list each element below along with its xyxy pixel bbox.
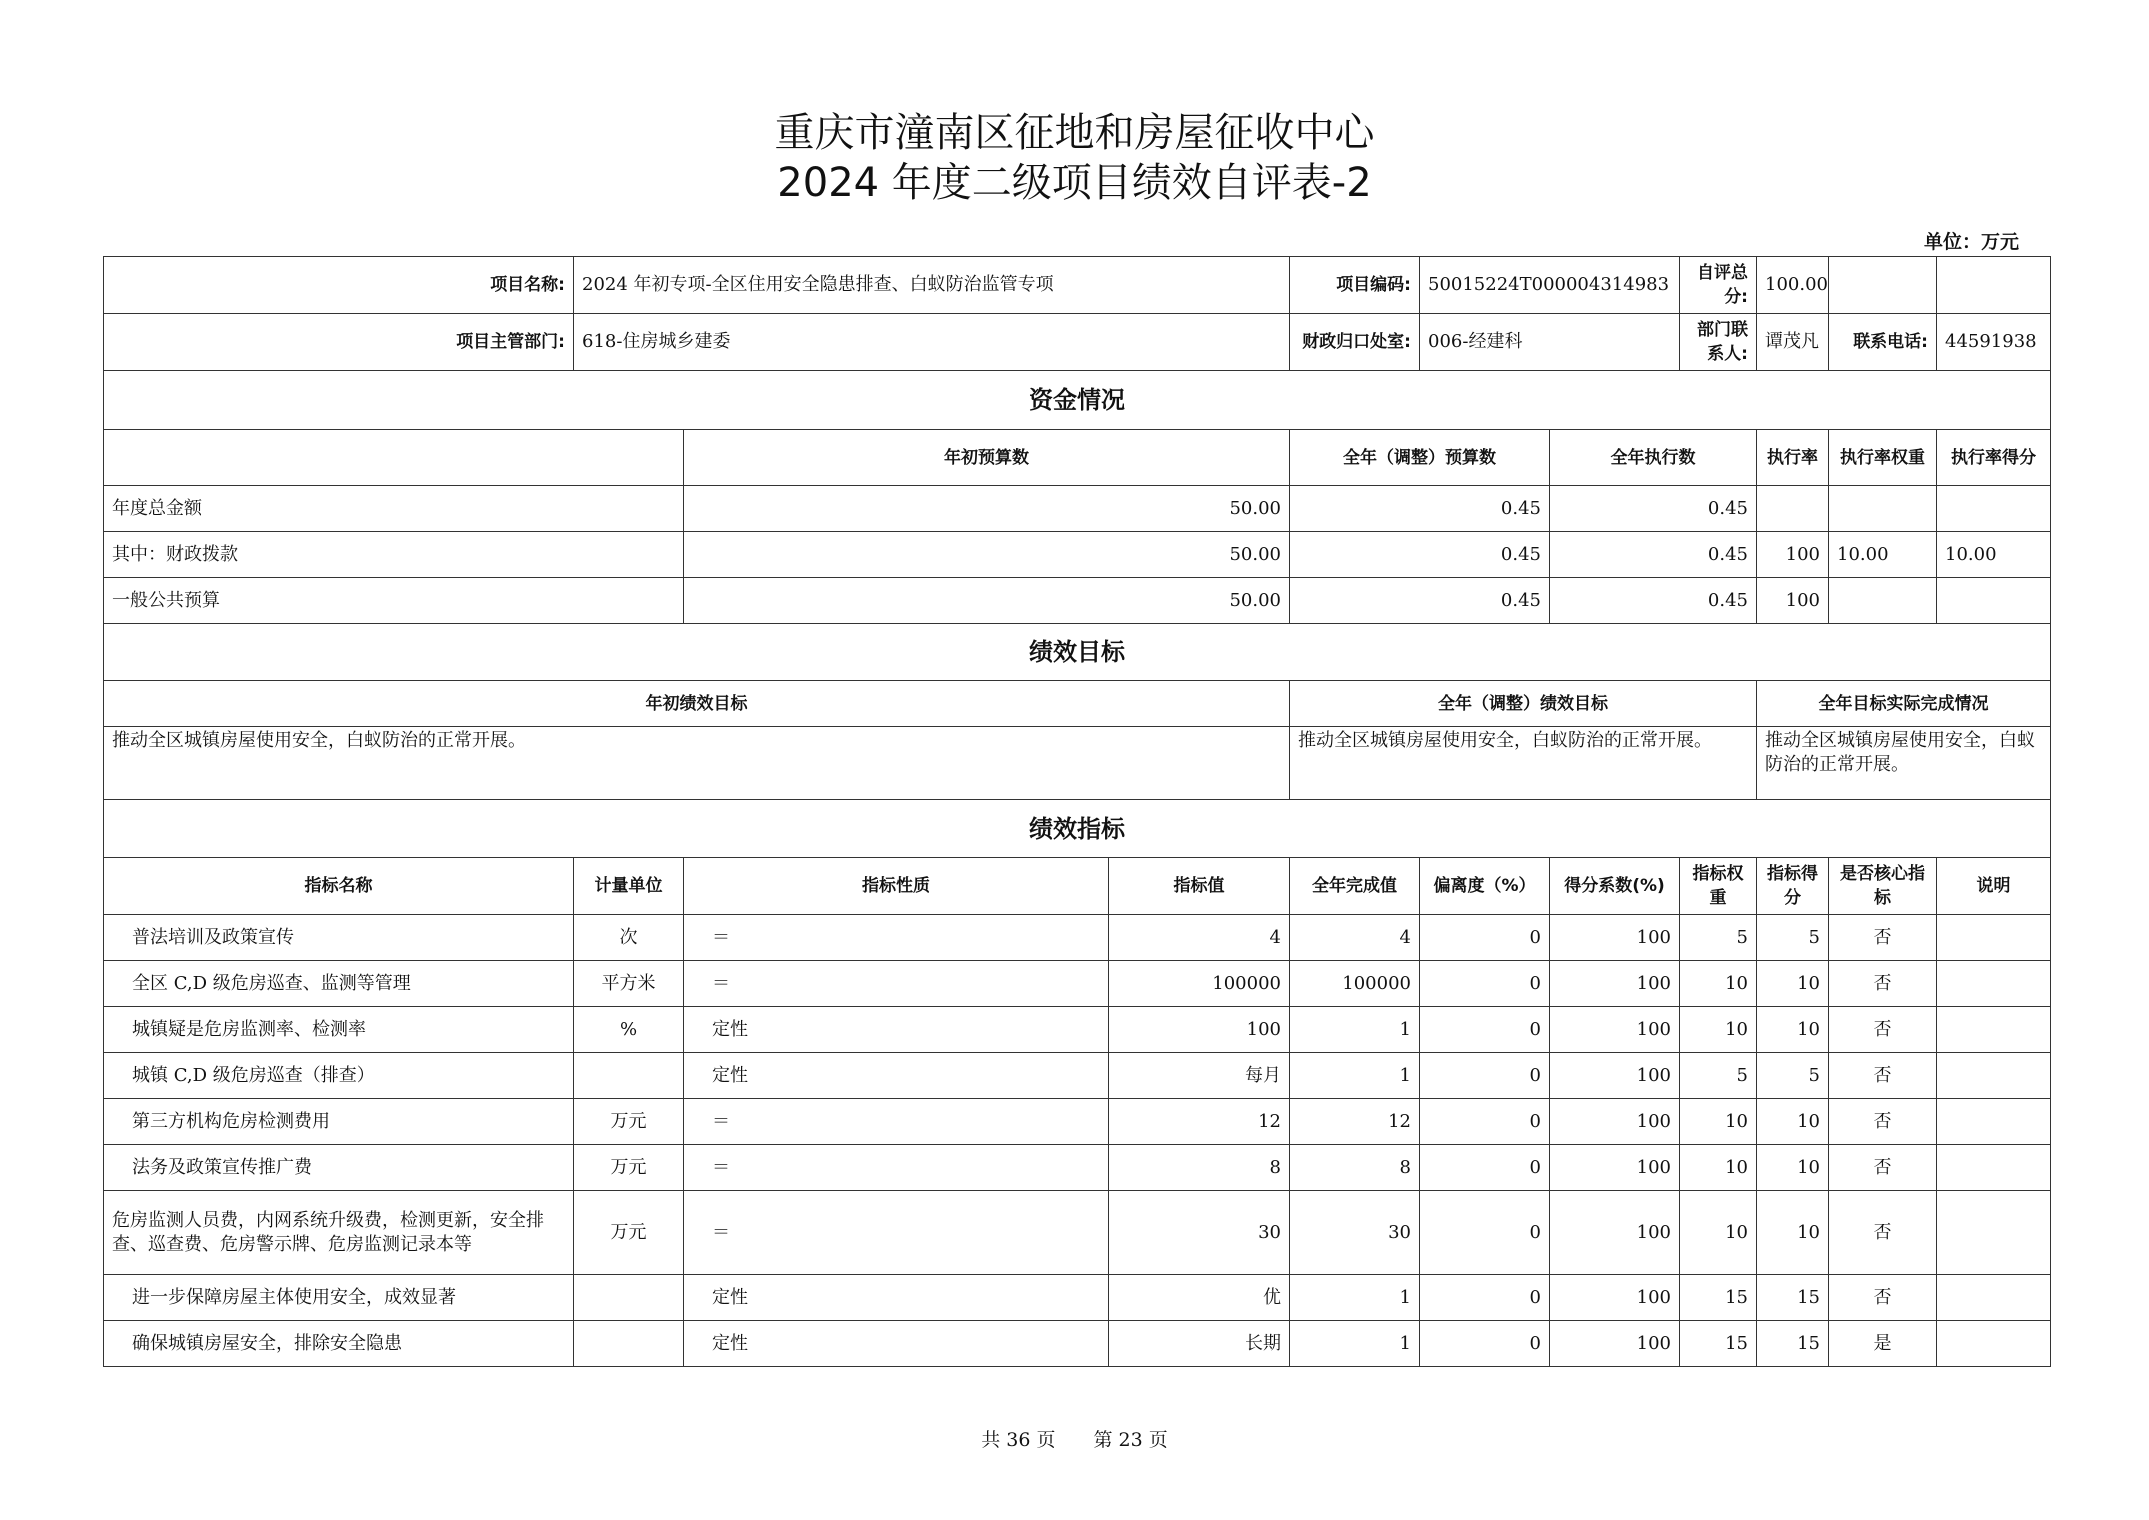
contact-label: 部门联系人: — [1680, 314, 1757, 371]
ind-name: 法务及政策宣传推广费 — [104, 1145, 574, 1191]
funds-header-score: 执行率得分 — [1937, 430, 2051, 486]
indicators-header-row — [104, 858, 2051, 915]
ind-score: 5 — [1757, 915, 1829, 961]
ind-coef: 100 — [1550, 1321, 1680, 1367]
ind-deviation: 0 — [1420, 1053, 1550, 1099]
ind-core: 否 — [1829, 961, 1937, 1007]
project-name-value: 2024 年初专项-全区住用安全隐患排查、白蚁防治监管专项 — [574, 257, 1290, 314]
ind-nature: ＝ — [684, 961, 1109, 1007]
project-code-value: 50015224T000004314983 — [1420, 257, 1680, 314]
indicator-row — [104, 1145, 2051, 1191]
ind-weight: 10 — [1680, 961, 1757, 1007]
ind-nature: 定性 — [684, 1007, 1109, 1053]
goals-header-adjusted: 全年（调整）绩效目标 — [1290, 681, 1757, 727]
ind-note — [1937, 1053, 2051, 1099]
ind-unit: 万元 — [574, 1099, 684, 1145]
info-row-1 — [104, 257, 2051, 314]
ind-note — [1937, 915, 2051, 961]
ind-nature: ＝ — [684, 1099, 1109, 1145]
ind-note — [1937, 1275, 2051, 1321]
funds-row-name: 年度总金额 — [104, 486, 684, 532]
ind-header-score: 指标得分 — [1757, 858, 1829, 915]
page-total: 共 36 页 — [981, 1429, 1056, 1451]
ind-score: 10 — [1757, 1099, 1829, 1145]
ind-value: 每月 — [1109, 1053, 1290, 1099]
ind-name: 进一步保障房屋主体使用安全，成效显著 — [104, 1275, 574, 1321]
funds-row-score: 10.00 — [1937, 532, 2051, 578]
goals-header-row — [104, 681, 2051, 727]
indicator-row — [104, 1191, 2051, 1275]
funds-row-score — [1937, 486, 2051, 532]
ind-core: 否 — [1829, 1007, 1937, 1053]
indicator-row — [104, 1053, 2051, 1099]
ind-completed: 1 — [1290, 1007, 1420, 1053]
ind-unit: 平方米 — [574, 961, 684, 1007]
ind-completed: 1 — [1290, 1275, 1420, 1321]
project-code-label: 项目编码: — [1290, 257, 1420, 314]
indicators-section-title: 绩效指标 — [104, 800, 2051, 858]
ind-weight: 5 — [1680, 915, 1757, 961]
ind-unit — [574, 1321, 684, 1367]
ind-name: 城镇 C,D 级危房巡查（排查） — [104, 1053, 574, 1099]
indicator-row — [104, 915, 2051, 961]
goals-section-row — [104, 624, 2051, 681]
document-subtitle: 2024 年度二级项目绩效自评表-2 — [777, 160, 1372, 206]
ind-core: 否 — [1829, 1099, 1937, 1145]
ind-name: 第三方机构危房检测费用 — [104, 1099, 574, 1145]
ind-weight: 10 — [1680, 1145, 1757, 1191]
ind-coef: 100 — [1550, 1191, 1680, 1275]
ind-coef: 100 — [1550, 961, 1680, 1007]
funds-row-weight: 10.00 — [1829, 532, 1937, 578]
ind-unit: 万元 — [574, 1191, 684, 1275]
ind-header-name: 指标名称 — [104, 858, 574, 915]
empty-cell — [1829, 257, 1937, 314]
funds-row-name: 一般公共预算 — [104, 578, 684, 624]
contact-value: 谭茂凡 — [1757, 314, 1829, 371]
ind-note — [1937, 961, 2051, 1007]
indicator-row — [104, 961, 2051, 1007]
ind-weight: 15 — [1680, 1321, 1757, 1367]
ind-score: 15 — [1757, 1321, 1829, 1367]
ind-weight: 10 — [1680, 1007, 1757, 1053]
finance-label: 财政归口处室: — [1290, 314, 1420, 371]
ind-header-weight: 指标权重 — [1680, 858, 1757, 915]
ind-completed: 8 — [1290, 1145, 1420, 1191]
ind-completed: 30 — [1290, 1191, 1420, 1275]
ind-note — [1937, 1191, 2051, 1275]
funds-section-row — [104, 371, 2051, 430]
ind-core: 否 — [1829, 1275, 1937, 1321]
ind-coef: 100 — [1550, 915, 1680, 961]
ind-completed: 1 — [1290, 1321, 1420, 1367]
ind-name: 全区 C,D 级危房巡查、监测等管理 — [104, 961, 574, 1007]
ind-score: 10 — [1757, 1191, 1829, 1275]
indicator-row — [104, 1099, 2051, 1145]
funds-header-adjusted: 全年（调整）预算数 — [1290, 430, 1550, 486]
ind-value: 长期 — [1109, 1321, 1290, 1367]
ind-deviation: 0 — [1420, 1321, 1550, 1367]
ind-unit: 万元 — [574, 1145, 684, 1191]
page-current: 第 23 页 — [1093, 1429, 1168, 1451]
ind-value: 100000 — [1109, 961, 1290, 1007]
goals-header-actual: 全年目标实际完成情况 — [1757, 681, 2051, 727]
finance-value: 006-经建科 — [1420, 314, 1680, 371]
ind-coef: 100 — [1550, 1007, 1680, 1053]
funds-row-adjusted: 0.45 — [1290, 578, 1550, 624]
ind-score: 15 — [1757, 1275, 1829, 1321]
ind-nature: ＝ — [684, 1145, 1109, 1191]
ind-nature: 定性 — [684, 1275, 1109, 1321]
funds-section-title: 资金情况 — [104, 371, 2051, 430]
ind-core: 否 — [1829, 1053, 1937, 1099]
ind-deviation: 0 — [1420, 1145, 1550, 1191]
funds-row-initial: 50.00 — [684, 532, 1290, 578]
ind-coef: 100 — [1550, 1099, 1680, 1145]
goals-section-title: 绩效目标 — [104, 624, 2051, 681]
indicator-row — [104, 1007, 2051, 1053]
ind-header-completed: 全年完成值 — [1290, 858, 1420, 915]
ind-nature: 定性 — [684, 1053, 1109, 1099]
ind-weight: 15 — [1680, 1275, 1757, 1321]
ind-score: 10 — [1757, 1145, 1829, 1191]
funds-row-executed: 0.45 — [1550, 532, 1757, 578]
ind-nature: ＝ — [684, 1191, 1109, 1275]
ind-score: 10 — [1757, 1007, 1829, 1053]
ind-unit: 次 — [574, 915, 684, 961]
ind-header-core: 是否核心指标 — [1829, 858, 1937, 915]
ind-deviation: 0 — [1420, 915, 1550, 961]
ind-completed: 4 — [1290, 915, 1420, 961]
funds-row-rate — [1757, 486, 1829, 532]
ind-name: 城镇疑是危房监测率、检测率 — [104, 1007, 574, 1053]
funds-row-weight — [1829, 578, 1937, 624]
ind-core: 否 — [1829, 1191, 1937, 1275]
ind-core: 否 — [1829, 915, 1937, 961]
funds-row — [104, 532, 2051, 578]
ind-header-nature: 指标性质 — [684, 858, 1109, 915]
ind-completed: 12 — [1290, 1099, 1420, 1145]
ind-weight: 10 — [1680, 1191, 1757, 1275]
ind-value: 8 — [1109, 1145, 1290, 1191]
ind-deviation: 0 — [1420, 961, 1550, 1007]
ind-value: 100 — [1109, 1007, 1290, 1053]
ind-weight: 5 — [1680, 1053, 1757, 1099]
ind-nature: 定性 — [684, 1321, 1109, 1367]
ind-weight: 10 — [1680, 1099, 1757, 1145]
indicator-row — [104, 1321, 2051, 1367]
ind-header-unit: 计量单位 — [574, 858, 684, 915]
ind-header-coef: 得分系数(%) — [1550, 858, 1680, 915]
project-name-label: 项目名称: — [104, 257, 574, 314]
goals-initial-text: 推动全区城镇房屋使用安全，白蚁防治的正常开展。 — [104, 727, 1290, 800]
funds-header-executed: 全年执行数 — [1550, 430, 1757, 486]
ind-coef: 100 — [1550, 1053, 1680, 1099]
ind-value: 4 — [1109, 915, 1290, 961]
indicators-section-row — [104, 800, 2051, 858]
funds-row-name: 其中：财政拨款 — [104, 532, 684, 578]
funds-row-executed: 0.45 — [1550, 578, 1757, 624]
ind-note — [1937, 1321, 2051, 1367]
ind-coef: 100 — [1550, 1275, 1680, 1321]
empty-cell — [1937, 257, 2051, 314]
ind-score: 5 — [1757, 1053, 1829, 1099]
funds-header-row — [104, 430, 2051, 486]
unit-label: 单位：万元 — [1923, 231, 2019, 253]
ind-name: 普法培训及政策宣传 — [104, 915, 574, 961]
ind-value: 12 — [1109, 1099, 1290, 1145]
funds-header-blank — [104, 430, 684, 486]
ind-value: 30 — [1109, 1191, 1290, 1275]
ind-note — [1937, 1099, 2051, 1145]
evaluation-table — [103, 256, 2051, 1367]
ind-note — [1937, 1007, 2051, 1053]
ind-deviation: 0 — [1420, 1275, 1550, 1321]
ind-header-value: 指标值 — [1109, 858, 1290, 915]
dept-label: 项目主管部门: — [104, 314, 574, 371]
funds-row-rate: 100 — [1757, 578, 1829, 624]
funds-row-score — [1937, 578, 2051, 624]
score-value: 100.00 — [1757, 257, 1829, 314]
funds-row-initial: 50.00 — [684, 578, 1290, 624]
ind-unit — [574, 1053, 684, 1099]
funds-header-weight: 执行率权重 — [1829, 430, 1937, 486]
funds-row-weight — [1829, 486, 1937, 532]
ind-deviation: 0 — [1420, 1191, 1550, 1275]
ind-unit: % — [574, 1007, 684, 1053]
ind-deviation: 0 — [1420, 1099, 1550, 1145]
ind-deviation: 0 — [1420, 1007, 1550, 1053]
ind-header-deviation: 偏离度（%） — [1420, 858, 1550, 915]
ind-coef: 100 — [1550, 1145, 1680, 1191]
funds-row-executed: 0.45 — [1550, 486, 1757, 532]
ind-core: 否 — [1829, 1145, 1937, 1191]
goals-content-row — [104, 727, 2051, 800]
goals-adjusted-text: 推动全区城镇房屋使用安全，白蚁防治的正常开展。 — [1290, 727, 1757, 800]
phone-value: 44591938 — [1937, 314, 2051, 371]
ind-name: 确保城镇房屋安全，排除安全隐患 — [104, 1321, 574, 1367]
funds-header-initial: 年初预算数 — [684, 430, 1290, 486]
page-footer — [0, 1425, 2149, 1452]
ind-completed: 1 — [1290, 1053, 1420, 1099]
ind-completed: 100000 — [1290, 961, 1420, 1007]
info-row-2 — [104, 314, 2051, 371]
funds-row-adjusted: 0.45 — [1290, 486, 1550, 532]
goals-actual-text: 推动全区城镇房屋使用安全，白蚁防治的正常开展。 — [1757, 727, 2051, 800]
ind-name: 危房监测人员费，内网系统升级费，检测更新，安全排查、巡查费、危房警示牌、危房监测记录本等 — [104, 1191, 574, 1275]
ind-nature: ＝ — [684, 915, 1109, 961]
ind-core: 是 — [1829, 1321, 1937, 1367]
ind-header-note: 说明 — [1937, 858, 2051, 915]
ind-note — [1937, 1145, 2051, 1191]
funds-row — [104, 578, 2051, 624]
ind-score: 10 — [1757, 961, 1829, 1007]
indicator-row — [104, 1275, 2051, 1321]
funds-header-rate: 执行率 — [1757, 430, 1829, 486]
funds-row — [104, 486, 2051, 532]
phone-label: 联系电话: — [1829, 314, 1937, 371]
score-label: 自评总分: — [1680, 257, 1757, 314]
ind-value: 优 — [1109, 1275, 1290, 1321]
funds-row-rate: 100 — [1757, 532, 1829, 578]
funds-row-adjusted: 0.45 — [1290, 532, 1550, 578]
dept-value: 618-住房城乡建委 — [574, 314, 1290, 371]
ind-unit — [574, 1275, 684, 1321]
document-title: 重庆市潼南区征地和房屋征收中心 — [774, 110, 1375, 156]
funds-row-initial: 50.00 — [684, 486, 1290, 532]
goals-header-initial: 年初绩效目标 — [104, 681, 1290, 727]
